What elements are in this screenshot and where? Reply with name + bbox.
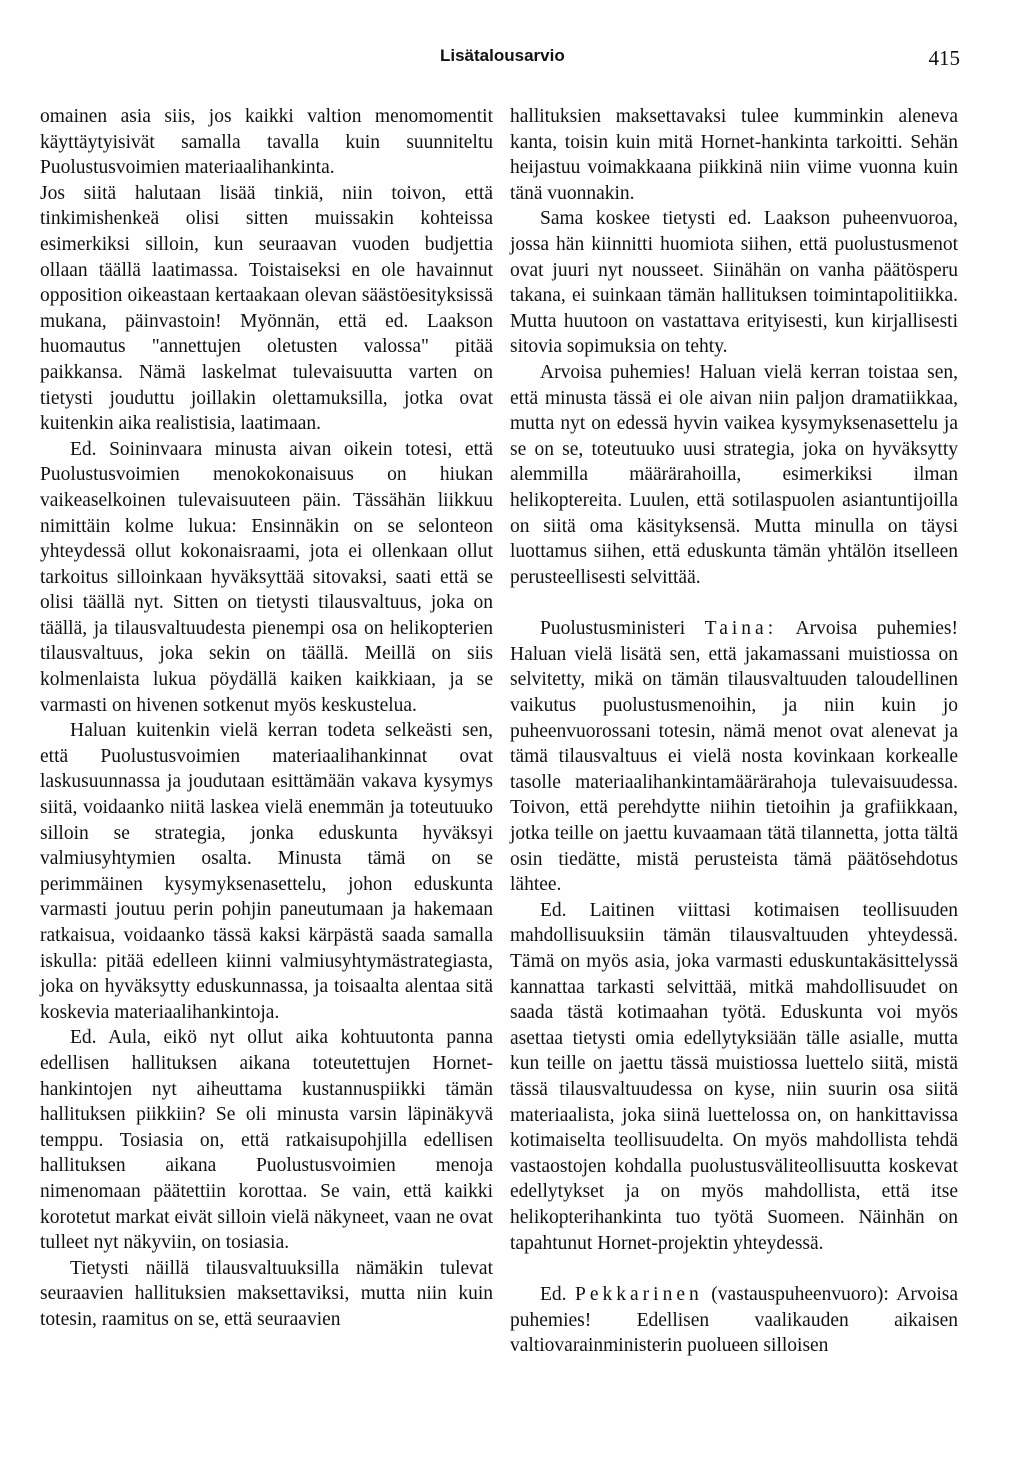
speaker-title: Ed.	[540, 1284, 567, 1306]
right-column	[510, 104, 958, 1359]
speaker-title: Puolustusministeri	[540, 618, 686, 640]
paragraph: omainen asia siis, jos kaikki valtion menomomentit käyttäytyisivät samalla tavalla kuin suunniteltu Puolustusvoimien materiaalihankinta.	[40, 106, 493, 179]
paragraph: Ed. Soininvaara minusta aivan oikein totesi, että Puolustusvoimien menokokonaisuus on hiukan vaikeaselkoinen tulevaisuuteen päin. Tässähän liikkuu nimittäin kolme lukua: Ensinnäkin on se selonteon yhteydessä ollut kokonaisraami, jota ei ollenkaan ollut tarkoitus silloinkaan hyväksyttää sitovaksi, saati että se olisi täällä nyt. Sitten on tietysti tilausvaltuus, joka on täällä, ja tilausvaltuudesta pienempi osa on helikopterien tilausvaltuus, joka sekin on täällä. Meillä on siis kolmenlaista lukua pöydällä kaiken kaikkiaan, ja se varmasti on hivenen sotkenut myös keskustelua.	[40, 438, 493, 716]
speech-paragraph	[510, 1282, 958, 1359]
paragraph: Arvoisa puhemies! Haluan vielä kerran toistaa sen, että minusta tässä ei ole aivan niin paljon dramatiikkaa, mutta nyt on edessä hyvin vaikea kysymyksenasettelu ja se on se, toteutuuko uusi strategia, joka on hyväksytty alemmilla määrärahoilla, esimerkiksi ilman helikoptereita. Luulen, että sotilaspuolen asiantuntijoilla on siitä oma käsityksensä. Mutta minulla on täysi luottamus siihen, että eduskunta tämän yhtälön itselleen perusteellisesti selvittää.	[510, 361, 958, 588]
page-number: 415	[928, 46, 960, 70]
paragraph: Sama koskee tietysti ed. Laakson puheenvuoroa, jossa hän kiinnitti huomiota siihen, että puolustusmenot ovat juuri nyt nousseet. Siinähän on vanha päätösperu takana, ei suinkaan tämän hallituksen toimintapolitiikka. Mutta huutoon on vastattava erityisesti, kun kirjallisesti sitovia sopimuksia on tehty.	[510, 208, 958, 358]
paragraph: Ed. Aula, eikö nyt ollut aika kohtuutonta panna edellisen hallituksen aikana toteutettujen Hornet-hankintojen nyt aiheuttama kustannuspiikki tämän hallituksen piikkiin? Se oli minusta varsin läpinäkyvä temppu. Tosiasia on, että ratkaisupohjilla edellisen hallituksen aikana Puolustusvoimien menoja nimenomaan päätettiin korottaa. Se vain, että kaikki korotetut markat eivät silloin vielä näkyneet, vaan ne ovat tulleet nyt näkyviin, on tosiasia.	[40, 1027, 493, 1254]
paragraph: Ed. Laitinen viittasi kotimaisen teollisuuden mahdollisuuksiin tämän tilausvaltuuden yhteydessä. Tämä on myös asia, joka varmasti eduskuntakäsittelyssä kannattaa tarkasti selvittää, mitkä mahdollisuudet on saada tästä kotimaahan työtä. Eduskunta voi myös asettaa tietysti omia edellytyksiään tälle asialle, mutta kun teille on jaettu tässä muistiossa luettelo siitä, mistä tässä tilausvaltuudessa on kyse, niin suurin osa siitä materiaalista, joka siinä luettelossa on, on hankittavissa kotimaiselta teollisuudelta. On myös mahdollista tehdä vastaostojen kohdalla puolustusväliteollisuutta koskevat edellytykset ja on myös mahdollista, että itse helikopterihankinta tuo työtä Suomeen. Näinhän on tapahtunut Hornet-projektin yhteydessä.	[510, 899, 958, 1254]
left-column	[40, 104, 493, 1333]
speaker-role: (vastauspuheenvuoro):	[711, 1284, 889, 1306]
paragraph: Tietysti näillä tilausvaltuuksilla nämäkin tulevat seuraavien hallituksien maksettaviksi, mutta niin kuin totesin, raamitus on se, että seuraavien	[40, 1257, 493, 1330]
running-title: Lisätalousarvio	[440, 46, 565, 65]
speaker-name: Pekkarinen	[575, 1284, 703, 1306]
paragraph: Jos siitä halutaan lisää tinkiä, niin toivon, että tinkimishenkeä olisi sitten muissakin kohteissa esimerkiksi silloin, kun seuraavan vuoden budjettia ollaan täällä laatimassa. Toistaiseksi en ole havainnut opposition oikeastaan kertaakaan olevan säästöesityksissä mukana, päinvastoin! Myönnän, että ed. Laakson huomautus "annettujen oletusten valossa" pitää paikkansa. Nämä laskelmat tulevaisuutta varten on tietysti jouduttu joillakin olettamuksilla, jotka ovat kuitenkin aika realistisia, laatimaan.	[40, 182, 493, 435]
speech-text: Arvoisa puhemies! Haluan vielä lisätä sen, että jakamassani muistiossa on selvitetty, mikä on tämän tilausvaltuuden taloudellinen vaikutus puolustusmenoihin, ja niin kuin jo puheenvuorossani totesin, nämä menot ovat alenevat ja tämä tilausvaltuus ei vielä nosta kovinkaan korkealle tasolle materiaalihankintamäärärahoja tulevaisuudessa. Toivon, että perehdytte niihin tietoihin ja grafiikkaan, jotka teille on jaettu kuvaamaan tätä tilannetta, jotta tältä osin tiedätte, mistä perusteista tämä päätösehdotus lähtee.	[510, 618, 958, 896]
paragraph: hallituksien maksettavaksi tulee kumminkin aleneva kanta, toisin kuin mitä Hornet-hankinta tarkoitti. Sehän heijastuu voimakkaana piikkinä niin viime vuonna kuin tänä vuonnakin.	[510, 106, 958, 204]
speech-paragraph	[510, 616, 958, 898]
paragraph: Haluan kuitenkin vielä kerran todeta selkeästi sen, että Puolustusvoimien materiaalihankinnat ovat laskusuunnassa ja joudutaan esittämään vakava kysymys siitä, voidaanko niitä laskea vielä enemmän ja toteutuuko silloin se strategia, jonka eduskunta hyväksyi valmiusyhtymien osalta. Minusta tämä on se perimmäinen kysymyksenasettelu, johon eduskunta varmasti joutuu perin pohjin paneutumaan ja hakemaan ratkaisua, voidaanko tässä kaksi kärpästä saada samalla iskulla: pitää edelleen kiinni valmiusyhtymästrategiasta, joka on hyväksytty eduskunnassa, ja toisaalta alentaa sitä koskevia materiaalihankintoja.	[40, 720, 493, 1023]
speaker-name: Taina:	[704, 618, 778, 640]
speech-text: Arvoisa puhemies! Edellisen vaalikauden aikaisen valtiovarainministerin puolueen silloisen	[510, 1284, 958, 1357]
